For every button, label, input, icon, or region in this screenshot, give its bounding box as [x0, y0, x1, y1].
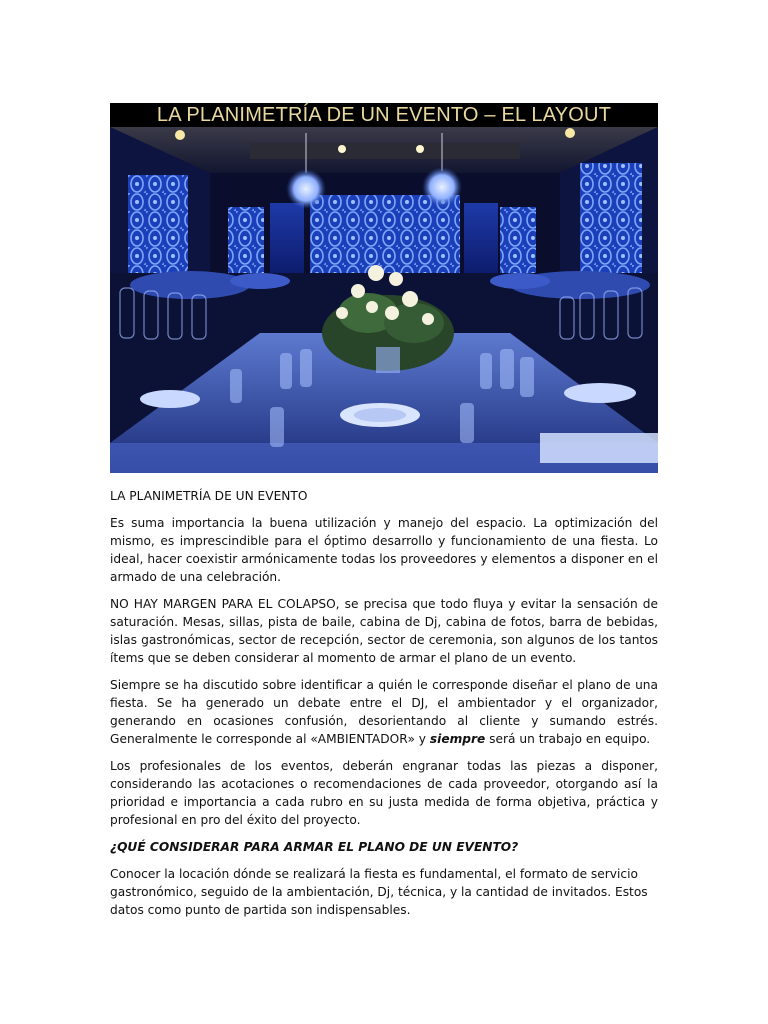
document-page: [110, 103, 658, 928]
paragraph-1: Es suma importancia la buena utilización y manejo del espacio. La optimización del mismo, es imprescindible para el óptimo desarrollo y funcionamiento de una fiesta. Lo ideal, hacer coexistir armónicamente todas los proveedores y elementos a disponer en el armado de una celebración.: [110, 516, 658, 584]
paragraph-3-end: será un trabajo en equipo.: [485, 732, 651, 746]
paragraph-2: NO HAY MARGEN PARA EL COLAPSO, se precisa que todo fluya y evitar la sensación de saturación. Mesas, sillas, pista de baile, cabina de Dj, cabina de fotos, barra de bebidas, islas gastronómicas, sector de recepción, sector de ceremonia, son algunos de los tantos ítems que se deben considerar al momento de armar el plano de un evento.: [110, 597, 658, 665]
event-banner: [110, 103, 658, 473]
section-heading: LA PLANIMETRÍA DE UN EVENTO: [110, 489, 308, 503]
paragraph-5: Conocer la locación dónde se realizará la fiesta es fundamental, el formato de servicio gastronómico, seguido de la ambientación, Dj, técnica, y la cantidad de invitados. Estos datos como punto de partida son indispensables.: [110, 867, 648, 917]
paragraph-4: Los profesionales de los eventos, deberán engranar todas las piezas a disponer, considerando las acotaciones o recomendaciones de cada proveedor, otorgando así la prioridad e importancia a cada rubro en su justa medida de forma objetiva, práctica y profesional en pro del éxito del proyecto.: [110, 759, 658, 827]
subheading: ¿QUÉ CONSIDERAR PARA ARMAR EL PLANO DE UN EVENTO?: [110, 840, 519, 854]
document-body: [110, 487, 658, 919]
banner-title: LA PLANIMETRÍA DE UN EVENTO – EL LAYOUT: [110, 103, 658, 127]
paragraph-3-emphasis: siempre: [429, 732, 486, 746]
banquet-hall-photo: [110, 103, 658, 473]
paragraph-3: [110, 676, 658, 748]
paragraph-3-start: Siempre se ha discutido sobre identificar a quién le corresponde diseñar el plano de una fiesta. Se ha generado un debate entre el DJ, el ambientador y el organizador, generando en ocasiones confusión, desorientando al cliente y sumando estrés. Generalmente le corresponde al «AMBIENTADOR» y: [110, 678, 658, 746]
